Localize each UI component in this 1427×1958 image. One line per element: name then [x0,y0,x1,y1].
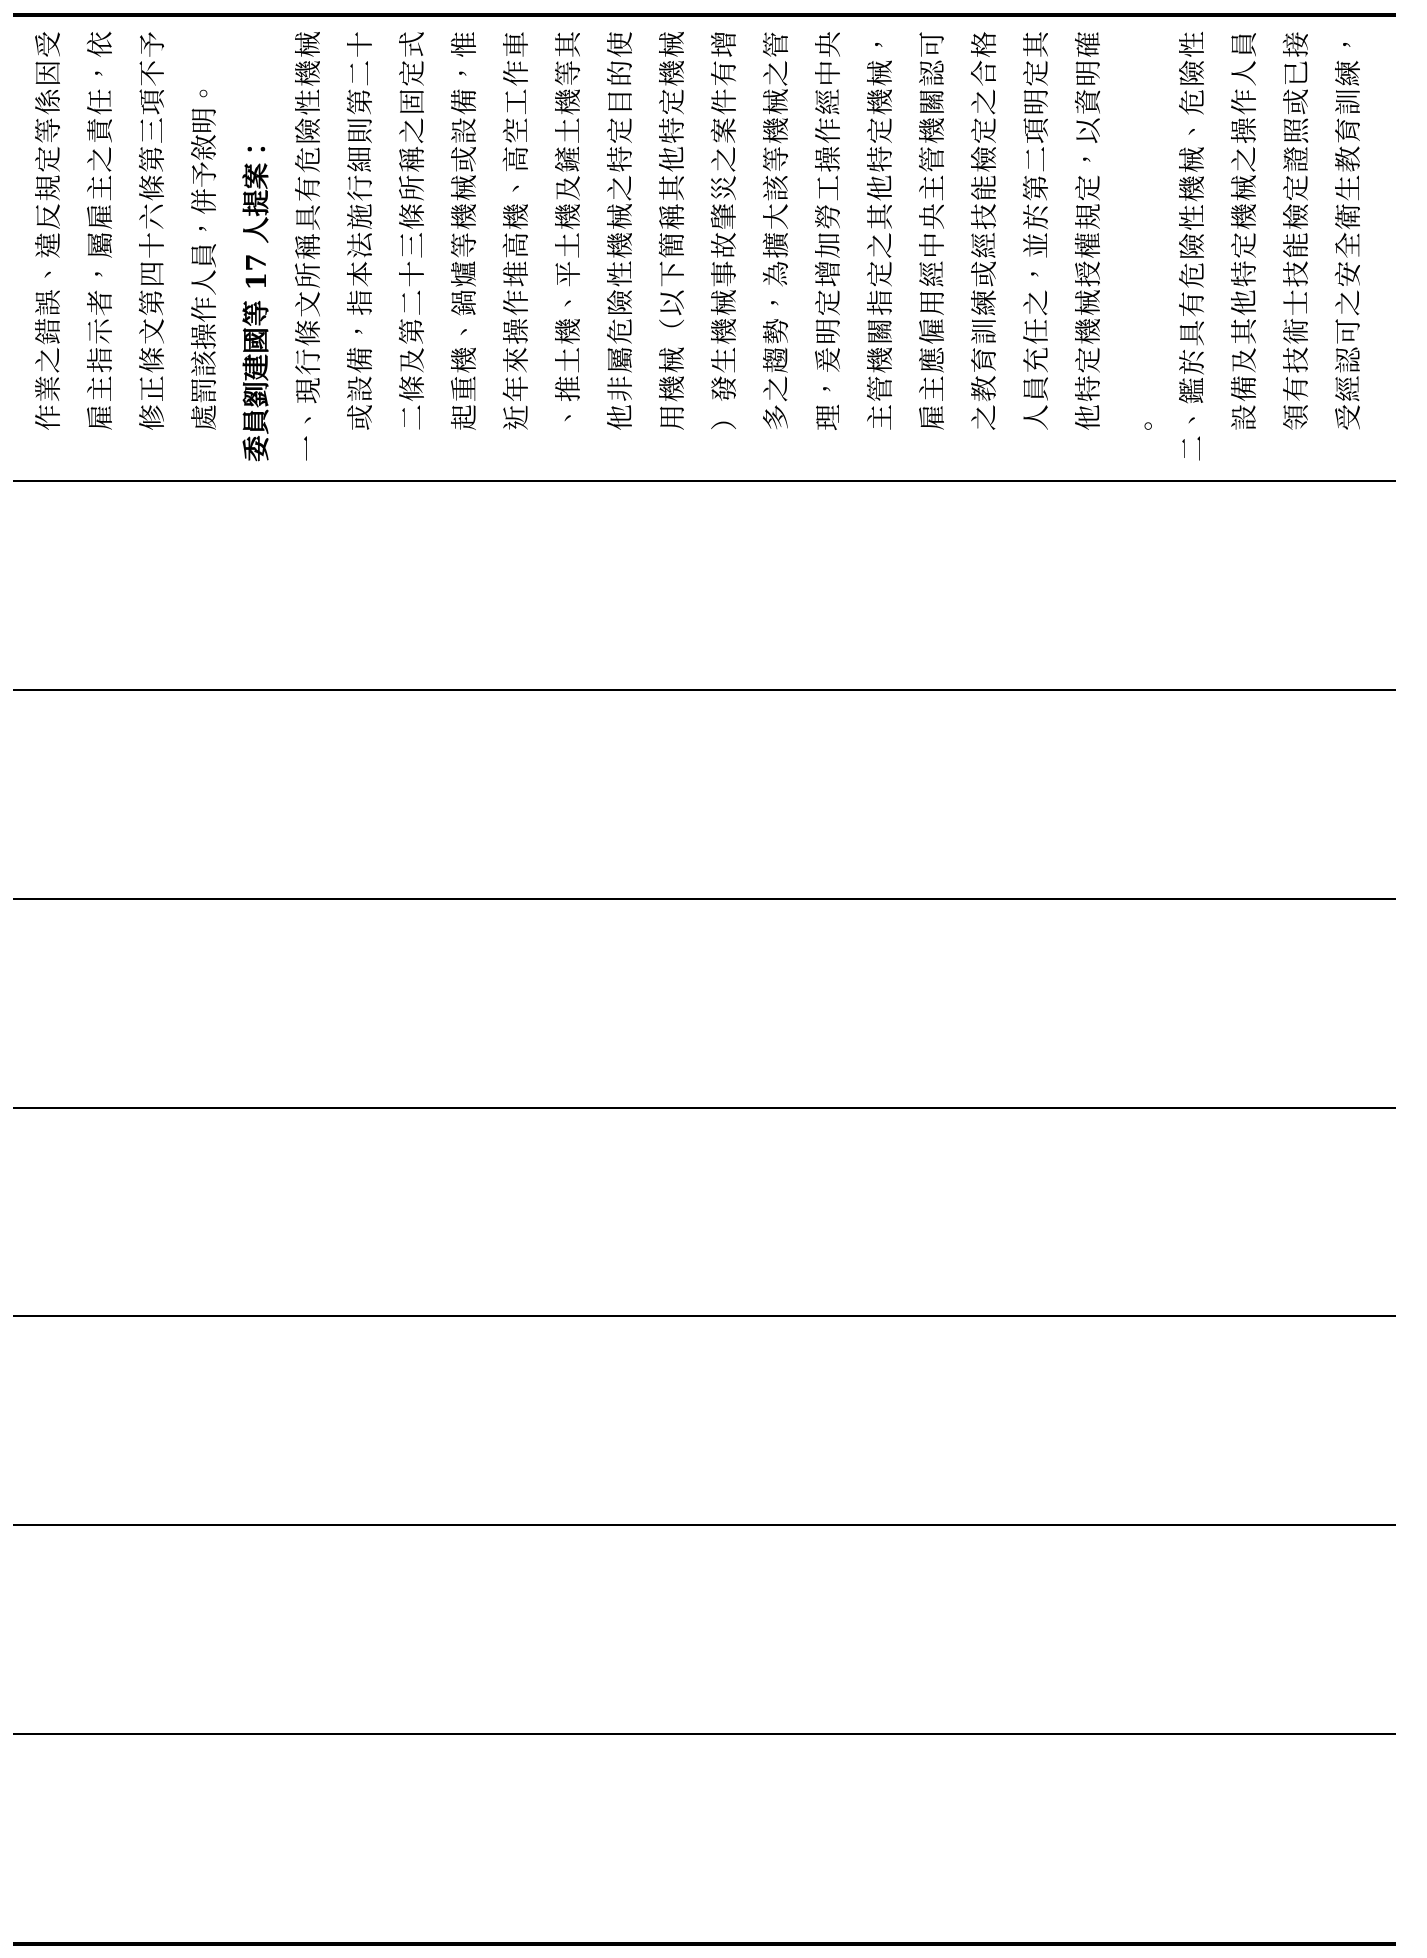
row-divider [13,898,1396,900]
continued-text-line: 處罰該操作人員，併予敘明。 [190,80,221,431]
row-divider [13,480,1396,482]
item-one-line: 雇主應僱用經中央主管機關認可 [918,31,949,431]
proposal-heading: 委員劉建國等 17 人提案： [242,135,273,462]
item-one-line: 理，爰明定增加勞工操作經中央 [814,31,845,431]
row-divider [13,689,1396,691]
item-one-line: 多之趨勢，為擴大該等機械之管 [762,31,793,431]
item-one-line: 用機械（以下簡稱其他特定機械 [658,31,689,431]
item-one-line: 起重機、鍋爐等機械或設備，惟 [450,31,481,431]
item-one-line: 他特定機械授權規定，以資明確 [1074,31,1105,431]
row-divider [13,1107,1396,1109]
continued-text-line: 雇主指示者，屬雇主之責任，依 [86,31,117,431]
row-divider [13,1524,1396,1526]
row-divider [13,1315,1396,1317]
item-two-line: 設備及其他特定機械之操作人員 [1230,31,1261,431]
item-one-line: 主管機關指定之其他特定機械， [866,31,897,431]
item-one-line: 一、現行條文所稱具有危險性機械 [294,31,325,462]
continued-text-line: 作業之錯誤、違反規定等係因受 [34,31,65,431]
table-top-border [13,13,1396,17]
item-one-line: ）發生機械事故肇災之案件有增 [710,31,741,431]
item-two-line: 二、鑑於具有危險性機械、危險性 [1178,31,1209,462]
row-divider [13,1733,1396,1735]
item-one-line: 人員充任之，並於第二項明定其 [1022,31,1053,431]
item-two-line: 受經認可之安全衛生教育訓練， [1334,31,1365,431]
explanation-text-cell [24,31,1376,462]
item-one-line: 。 [1126,404,1157,431]
table-bottom-border [13,1942,1396,1946]
item-two-line: 領有技術士技能檢定證照或已接 [1282,31,1313,431]
item-one-line: 他非屬危險性機械之特定目的使 [606,31,637,431]
item-one-line: 之教育訓練或經技能檢定之合格 [970,31,1001,431]
item-one-line: 或設備，指本法施行細則第二十 [346,31,377,431]
item-one-line: 、推土機、平土機及鏟土機等其 [554,31,585,431]
continued-text-line: 修正條文第四十六條第三項不予 [138,31,169,431]
item-one-line: 二條及第二十三條所稱之固定式 [398,31,429,431]
item-one-line: 近年來操作堆高機、高空工作車 [502,31,533,431]
